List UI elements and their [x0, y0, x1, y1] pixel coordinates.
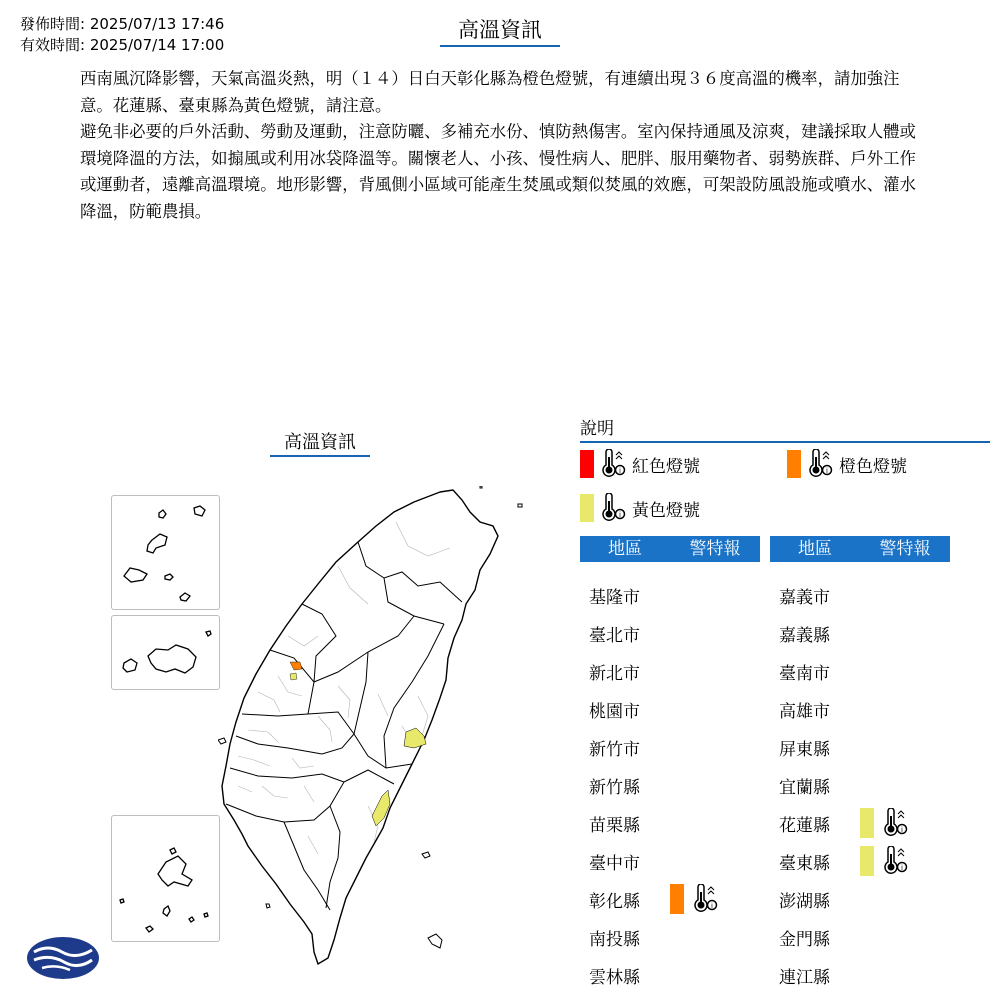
thermometer-warning-icon — [690, 884, 720, 914]
svg-text:i: i — [619, 467, 621, 475]
orange-swatch — [787, 450, 801, 478]
svg-text:i: i — [711, 902, 713, 910]
table-row — [580, 652, 760, 690]
region-name: 新竹市 — [589, 739, 640, 760]
region-name: 連江縣 — [779, 967, 830, 988]
column-header-region: 地區 — [798, 539, 832, 559]
thermometer-warning-icon — [880, 808, 910, 838]
region-name: 南投縣 — [589, 929, 640, 950]
legend-label: 黃色燈號 — [632, 500, 700, 521]
description-paragraph: 西南風沉降影響，天氣高溫炎熱，明（１４）日白天彰化縣為橙色燈號，有連續出現３６度高溫的機率，請加強注意。花蓮縣、臺東縣為黃色燈號，請注意。 — [80, 69, 900, 115]
region-name: 基隆市 — [589, 587, 640, 608]
table-row — [770, 576, 950, 614]
thermometer-warning-icon — [598, 449, 628, 479]
table-row — [770, 918, 950, 956]
column-header-region: 地區 — [608, 539, 642, 559]
table-row — [770, 766, 950, 804]
region-name: 臺中市 — [589, 853, 640, 874]
issued-time: 發佈時間: 2025/07/13 17:46 — [20, 15, 225, 33]
table-row — [580, 880, 760, 918]
legend-label: 紅色燈號 — [632, 456, 700, 477]
table-row — [770, 614, 950, 652]
region-name: 新北市 — [589, 663, 640, 684]
table-row — [580, 728, 760, 766]
taiwan-map — [218, 486, 528, 970]
legend-item-yellow — [580, 493, 700, 523]
cwa-logo — [26, 936, 100, 980]
region-name: 宜蘭縣 — [779, 777, 830, 798]
table-row — [770, 652, 950, 690]
page-title: 高溫資訊 — [440, 16, 560, 47]
inset-kinmen-map — [111, 615, 220, 690]
region-name: 高雄市 — [779, 701, 830, 722]
table-row — [770, 880, 950, 918]
warning-cell — [860, 808, 914, 838]
thermometer-warning-icon — [805, 449, 835, 479]
svg-text:i: i — [901, 826, 903, 834]
region-name: 臺東縣 — [779, 853, 830, 874]
thermometer-warning-icon — [598, 493, 628, 523]
column-header-warning: 警特報 — [689, 539, 741, 559]
warning-cell — [670, 884, 724, 914]
svg-text:i: i — [901, 864, 903, 872]
yellow-swatch — [580, 494, 594, 522]
warning-cell — [860, 846, 914, 876]
thermometer-warning-icon — [880, 846, 910, 876]
warning-level-swatch — [860, 808, 874, 838]
region-name: 苗栗縣 — [589, 815, 640, 836]
table-row — [580, 918, 760, 956]
table-row — [580, 690, 760, 728]
legend-label: 橙色燈號 — [839, 456, 907, 477]
table-row — [770, 728, 950, 766]
table-row — [580, 842, 760, 880]
description-paragraph: 避免非必要的戶外活動、勞動及運動，注意防曬、多補充水份、慎防熱傷害。室內保持通風及涼爽，建議採取人體或環境降溫的方法，如搧風或利用冰袋降溫等。關懷老人、小孩、慢性病人、肥胖、服用藥物者、弱勢族群、戶外工作或運動者，遠離高溫環境。地形影響，背風側小區域可能產生焚風或類似焚風的效應，可架設防風設施或噴水、灌水降溫，防範農損。 — [80, 122, 916, 221]
warning-level-swatch — [670, 884, 684, 914]
inset-matsu-map — [111, 495, 220, 610]
map-title: 高溫資訊 — [270, 432, 370, 457]
region-name: 臺南市 — [779, 663, 830, 684]
table-row — [580, 956, 760, 994]
region-name: 澎湖縣 — [779, 891, 830, 912]
legend-heading: 說明 — [580, 418, 990, 443]
inset-penghu-map — [111, 815, 220, 942]
legend-item-orange — [787, 449, 907, 479]
region-name: 臺北市 — [589, 625, 640, 646]
table-row — [580, 804, 760, 842]
region-name: 新竹縣 — [589, 777, 640, 798]
table-header-right — [770, 536, 950, 562]
table-header-left — [580, 536, 760, 562]
table-row — [770, 842, 950, 880]
table-row — [580, 576, 760, 614]
red-swatch — [580, 450, 594, 478]
issue-info — [20, 14, 224, 56]
region-name: 金門縣 — [779, 929, 830, 950]
svg-text:i: i — [619, 511, 621, 519]
taiwan-island-outline — [222, 490, 498, 964]
warning-level-swatch — [860, 846, 874, 876]
region-name: 花蓮縣 — [779, 815, 830, 836]
table-row — [770, 956, 950, 994]
region-name: 嘉義縣 — [779, 625, 830, 646]
region-name: 屏東縣 — [779, 739, 830, 760]
region-name: 桃園市 — [589, 701, 640, 722]
region-name: 雲林縣 — [589, 967, 640, 988]
yellow-region-changhua-small — [290, 673, 297, 680]
table-row — [580, 614, 760, 652]
warning-description — [80, 66, 930, 225]
legend-item-red — [580, 449, 700, 479]
svg-text:i: i — [826, 467, 828, 475]
column-header-warning: 警特報 — [879, 539, 931, 559]
table-row — [580, 766, 760, 804]
region-name: 彰化縣 — [589, 891, 640, 912]
table-row — [770, 690, 950, 728]
table-row — [770, 804, 950, 842]
region-name: 嘉義市 — [779, 587, 830, 608]
valid-time: 有效時間: 2025/07/14 17:00 — [20, 36, 225, 54]
